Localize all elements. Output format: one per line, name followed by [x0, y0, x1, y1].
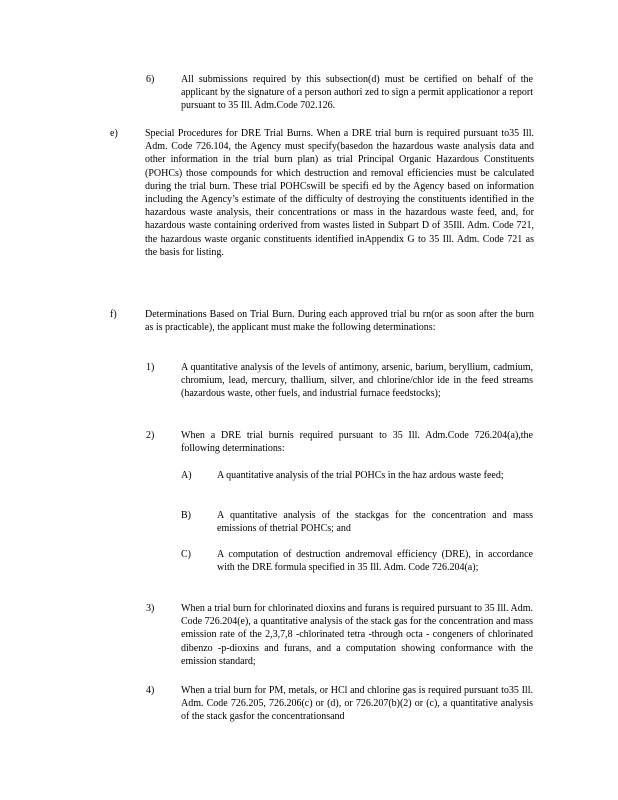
- paragraph-text: A computation of destruction andremoval efficiency (DRE), in accordance with the DRE formula specified in 35 Ill. Adm. Code 726.204(a);: [217, 549, 533, 574]
- paragraph-text: A quantitative analysis of the levels of antimony, arsenic, barium, beryllium, cadmium, chromium, lead, mercury, thallium, silver, and chlorine/chlor ide in the feed streams (hazardous waste, other fuels, and industrial furnace feedstocks);: [181, 362, 533, 400]
- paragraph-text: When a trial burn for PM, metals, or HCl and chlorine gas is required pursuant to35 Ill. Adm. Code 726.205, 726.206(c) or (d), or 726.207(b)(2) or (c), a quantitative analysis of the stack gasfor the concentrationsand: [181, 685, 533, 723]
- paragraph-label: A): [181, 470, 192, 481]
- paragraph-text: A quantitative analysis of the trial POHCs in the haz ardous waste feed;: [217, 470, 504, 481]
- paragraph-text: Special Procedures for DRE Trial Burns. When a DRE trial burn is required pursuant to35 Ill. Adm. Code 726.104, the Agency must specify(basedon the hazardous waste analysis data and other information in the trial burn plan) as trial Principal Organic Hazardous Constituents (POHCs) those compounds for which destruction and removal efficiencies must be calculated during the trial burn. These trial POHCswill be specifi ed by the Agency based on information including the Agency’s estimate of the difficulty of destroying the constituents identified in the hazardous waste analysis, their concentrations or mass in the hazardous waste feed, and, for hazardous waste containing orderived from wastes listed in Subpart D of 35Ill. Adm. Code 721, the hazardous waste organic constituents identified inAppendix G to 35 Ill. Adm. Code 721 as the basis for listing.: [145, 128, 534, 258]
- paragraph-text: Determinations Based on Trial Burn. During each approved trial bu rn(or as soon after the burn as is practicable), the applicant must make the following determinations:: [145, 309, 534, 334]
- paragraph-label: 6): [146, 74, 155, 85]
- paragraph-label: 4): [146, 685, 155, 696]
- paragraph-label: e): [110, 128, 118, 139]
- paragraph-label: 3): [146, 603, 155, 614]
- paragraph-text: All submissions required by this subsection(d) must be certified on behalf of the applicant by the signature of a person authori zed to sign a permit applicationor a report pursuant to 35 Ill. Adm.Code 702.126.: [181, 74, 533, 112]
- paragraph-label: 2): [146, 430, 155, 441]
- paragraph-label: 1): [146, 362, 155, 373]
- paragraph-text: When a DRE trial burnis required pursuant to 35 Ill. Adm.Code 726.204(a),the following determinations:: [181, 430, 533, 455]
- paragraph-text: A quantitative analysis of the stackgas for the concentration and mass emissions of thetrial POHCs; and: [217, 510, 533, 535]
- paragraph-label: f): [110, 309, 117, 320]
- paragraph-label: C): [181, 549, 191, 560]
- paragraph-label: B): [181, 510, 191, 521]
- paragraph-text: When a trial burn for chlorinated dioxins and furans is required pursuant to 35 Ill. Adm. Code 726.204(e), a quantitative analysis of the stack gas for the concentration and mass emission rate of the 2,3,7,8 -chlorinated tetra -through octa - congeners of chlorinated dibenzo -p-dioxins and furans, and a computation showing conformance with the emission standard;: [181, 603, 533, 667]
